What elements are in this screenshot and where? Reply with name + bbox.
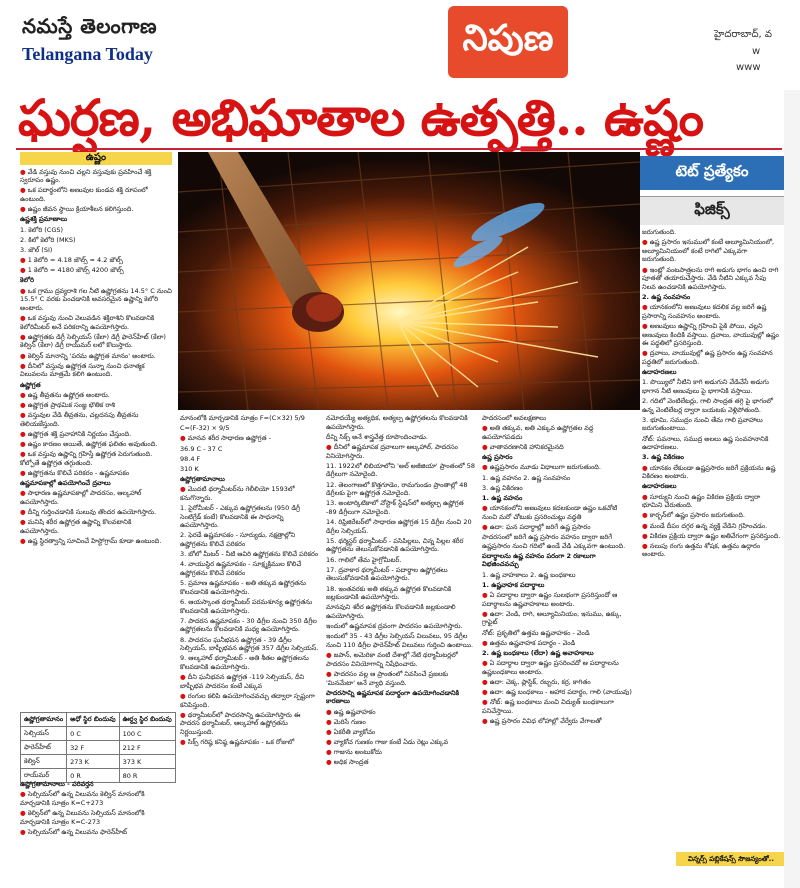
bullet-icon: ● (642, 265, 650, 274)
bullet-icon: ● (20, 450, 28, 459)
text-line: ● ఉష్ణం జీవన స్థాయి క్రియాశీలన కలిగిస్తుంది. (20, 205, 134, 214)
bullet-icon: ● (642, 492, 650, 501)
bullet-icon: ● (482, 591, 490, 599)
table-cell: కెల్విన్ (21, 755, 67, 769)
table-header-cell: ఉష్ణోగ్రతామానం (21, 713, 67, 727)
table-cell: సెల్సియస్ (21, 727, 67, 741)
column-4-text (482, 414, 632, 726)
temperature-scale-table-wrap (20, 712, 178, 783)
text-line: ● కెల్విన్‌లో ఉన్న విలువను సెల్సియస్ మానంలోకి మార్చడానికి సూత్రం K=C-273 (20, 808, 145, 826)
text-line: ● పాదరసం వల్ల ఆ ప్రాంతంలో నివసించే ప్రజలకు 'మినమేటా' అనే వ్యాధి వస్తుంది. (326, 669, 449, 687)
bullet-icon: ● (20, 286, 28, 295)
sparks-illustration (178, 152, 640, 410)
text-line: 1. పైరోమీటర్ - ఎక్కువ ఉష్ణోగ్రతలను (950 డిగ్రీ సెంటిగ్రేడ్ కంటే) కొలవడానికి ఈ సాధనాన్ని ఉపయోగిస్తారు. (180, 504, 300, 530)
text-line: ● సూర్యుని నుంచి ఉష్ణం వికిరణ ప్రక్రియ ద్వారా భూమిని చేరుతుంది. (642, 492, 761, 510)
table-row (21, 727, 176, 741)
logo-text: నిపుణ (462, 16, 554, 59)
text-line: 4. వాయుస్థిర ఉష్ణమాపకం - సూక్ష్మక్రిముల కొలిచే ఉష్ణోగ్రతను కొలిచే పరికరం (180, 560, 302, 578)
text-line: ● ఏ పదార్థాల ద్వారా ఉష్ణం సులభంగా ప్రసరిస్తుందో ఆ పదార్థాలను ఉష్ణవాహకాలు అంటారు. (482, 591, 618, 608)
column-4 (482, 414, 632, 884)
text-line: ● సిక్స్ గరిష్ఠ కనిష్ఠ ఉష్ణమాపకం - ఒక రోజులో (180, 738, 295, 747)
bullet-icon: ● (482, 504, 490, 513)
table-header-row (21, 713, 176, 727)
subheading: 1. ఉష్ణ వహనం (482, 493, 523, 502)
text-line: 98.4 F (180, 454, 201, 463)
text-line: ● యానకంలోని అణువులు కదలకుండా ఉష్ణం ఒకచోటి నుంచి మరో చోటుకు ప్రసరించుట్లు వద్ధతి (482, 504, 618, 521)
section-title: ఉష్ణం (20, 152, 172, 165)
text-line: 17. ద్రవాకార థర్మామీటర్ - పదార్థాల ఉష్ణోగ్రతలు తెలుసుకోవడానికి ఉపయోగిస్తారు. (326, 565, 448, 583)
publisher-credit: విన్నర్స్ పబ్లికేషన్స్ సౌజన్యంతో.. (676, 852, 786, 866)
text-line: మానవుని శరీర ఉష్ణోగ్రతను కొలవడానికి జల్లకుండాలి ఉపయోగిస్తారు. (326, 603, 456, 620)
bullet-icon: ● (482, 698, 490, 707)
subheading: కెలోరి (20, 276, 34, 285)
text-line: ఇందులో 35 - 43 డిగ్రీల సెల్సియస్ విలువలు, 95 డిగ్రీల నుంచి 110 డిగ్రీల ఫారెన్‌హీట్ విలువలు గుర్తించి ఉంటాయి. (326, 632, 474, 649)
column-5-text (642, 228, 782, 559)
text-line: ● ఉష్ణోగ్రత ప్రాథమిక సంజ్ఞ భౌతిక రాశి (20, 400, 115, 409)
column-1 (20, 152, 172, 712)
table-cell: ఫారెన్‌హీట్ (21, 741, 67, 755)
text-line: ● సెల్సియస్‌లో ఉన్న విలువను ఫారెన్‌హీట్ (20, 827, 127, 836)
bullet-icon: ● (482, 442, 490, 451)
table-cell: 32 F (67, 741, 119, 755)
text-line: ● జపాన్, అమెరికా వంటి దేశాల్లో నేటి థర్మామీటర్లలో పాదరసం వినియోగాన్ని నిషేధించారు. (326, 651, 458, 668)
tet-special-banner: టెట్ ప్రత్యేకం (640, 156, 784, 190)
bullet-icon: ● (20, 167, 28, 176)
text-line: ● వాతావరణానికి హానికరమైనది (482, 442, 564, 451)
text-line: ● ఉదా: చెక్క, ప్లాస్టిక్, రబ్బరు, కర్ర, కాగితం (482, 677, 591, 686)
temperature-scale-table (20, 712, 176, 783)
text-line: 7. పాదరస ఉష్ణమాపకం - 30 డిగ్రీల నుంచి 350 డిగ్రీల ఉష్ణోగ్రతలను కొలవడానికి మధ్య ఉపయోగిస్తారు. (180, 616, 317, 634)
text-line: ● ఉష్ణం కారణం అయితే, ఉష్ణోగ్రత ఫలితం అవుతుంది. (20, 440, 158, 449)
text-line: 14. రిఫ్రిజిరేటర్‌లో సాధారణ ఉష్ణోగ్రత 15 డిగ్రీల నుంచి 20 డిగ్రీల సెల్సియస్. (326, 518, 472, 535)
bullet-icon: ● (482, 424, 490, 433)
text-line: ● 1 కెలోరి = 4.18 జౌల్స్ ≈ 4.2 జౌల్స్ (20, 256, 123, 265)
text-line: ● ఉష్ణప్రసారం మూడు విధాలుగా జరుగుతుంది. (482, 463, 601, 472)
text-line: ● మండే దీపం దగ్గర ఉన్న వ్యక్తి వేడిని గ్రహించడం. (642, 521, 768, 530)
text-line: ● మొదటి థర్మామీటర్‌ను గెలీలియో 1593లో కనుగొన్నారు. (180, 485, 295, 502)
text-line: 11. 1922లో లిబియాలోని 'అల్ అజీజియా' ప్రాంతంలో 58 డిగ్రీలుగా నమోదైంది. (326, 461, 476, 479)
subheading: 2. ఉష్ణ బంధకాలు (లేదా) ఉష్ణ అవాహకాలు (482, 648, 594, 657)
subheading: ఉష్ణోగ్రత (20, 380, 41, 389)
bullet-icon: ● (180, 691, 188, 700)
text-line: ● నోట్: ఉష్ణ బంధకాలు మంచి విద్యుత్ బంధకాలుగా పనిచేస్తాయి. (482, 698, 614, 715)
column-2-text (180, 414, 320, 747)
subheading: 1. ఉష్ణవాహక పదార్థాలు (482, 580, 545, 589)
bullet-icon: ● (642, 541, 650, 550)
text-line: ● ఉష్ణోగ్రతకు డిగ్రీ సెల్సియస్ (కేలా) డిగ్రీ ఫారెన్‌హీట్ (కేలా) కెల్విన్ (కేలా) డిగ్రీ రాయ్‌మర్ లలో కొలుస్తారు. (20, 332, 166, 350)
text-line: ఇందులో ఉష్ణమాపక ద్రవంగా పాదరసం ఉపయోగిస్తారు. (326, 622, 463, 631)
nipuna-logo (448, 6, 568, 78)
table-header-cell: ఊర్ధ్వ స్థిర బిందువు (119, 713, 175, 727)
table-cell: 373 K (119, 755, 175, 769)
text-line: ● ఏ పదార్థాల ద్వారా ఉష్ణం ప్రసరించదో ఆ పదార్థాలను ఉష్ణబంధకాలు అంటారు. (482, 659, 619, 676)
text-line: ● కెల్విన్ మానాన్ని 'పరమ ఉష్ణోగ్రత మానం' అంటారు. (20, 351, 156, 360)
text-line: ● మెరిసే గుణం (326, 717, 366, 726)
table-cell: 100 C (119, 727, 175, 741)
text-line: ● ఉదా: ఉష్ణ బంధకాలు - ఆహార పదార్థం, గాలి (వాయువు) (482, 688, 632, 697)
text-line: 12. తెలంగాణలో కొత్తగూడెం, రామగుండం ప్రాంతాల్లో 48 డిగ్రీలకు పైగా ఉష్ణోగ్రత నమోదైంది. (326, 480, 468, 498)
text-line: ● దీని ఘనీభవన ఉష్ణోగ్రత -119 సెల్సియస్, దీని బాష్పీభవ పాదరసం కంటే ఎక్కువ (180, 673, 305, 690)
text-line: ● అధిక సాంద్రత (326, 758, 369, 767)
bullet-icon: ● (642, 238, 650, 247)
bullet-icon: ● (326, 707, 334, 716)
bullet-icon: ● (20, 489, 28, 498)
text-line: 16. గాలిలో తేమ హైగ్రోమీటర్. (326, 555, 402, 564)
subject-physics: ఫిజిక్స్ (640, 196, 784, 225)
text-line: ● ఉష్ణ స్థిరత్వాన్ని సూచించే హిస్టోగ్రామ్ కూడా ఉంటుంది. (20, 537, 162, 546)
text-line: 9. ఆల్కహాల్ థర్మామీటర్ - అతి శీతల ఉష్ణోగ్రతలను కొలవడానికి ఉపయోగిస్తారు. (180, 654, 309, 671)
bullet-icon: ● (180, 673, 188, 682)
bullet-icon: ● (20, 537, 28, 546)
table-header-cell: అధో స్థిర బిందువు (67, 713, 119, 727)
text-line: ● యానకం లేకుండా ఉష్ణప్రసారం జరిగే ప్రక్రియను ఉష్ణ వికిరణం అంటారు. (642, 463, 776, 481)
text-line: ● 1 కెలోరి = 4180 జౌల్స్ 4200 జౌల్స్ (20, 266, 124, 275)
text-line: ● ఉదా: ఘన పదార్థాల్లో జరిగే ఉష్ణ ప్రసారం (482, 522, 591, 531)
table-cell: రాయ్‌మర్ (21, 769, 67, 783)
text-line: 1. ఉష్ణ వహనం 2. ఉష్ణ సంవహనం (482, 473, 571, 482)
bullet-icon: ● (20, 361, 28, 370)
adjacent-page-strip (784, 90, 800, 888)
text-line: 1. కెలోరి (CGS) (20, 225, 64, 234)
text-line: 2. గదిలో వెంటిలేటర్లు, గాలి సాంద్రత తగ్గి పై భాగంలో ఉన్న వెంటిలేటర్ల ద్వారా బయటకు వెళ్లిపోతుంది. (642, 397, 773, 414)
text-line: ● కార్బన్‌లో ఉష్ణం ప్రసారం జరుగుతుంది. (642, 511, 745, 520)
subheading: ఉష్ణోగ్రతామానాలు (180, 475, 225, 484)
table-cell: 0 C (67, 727, 119, 741)
text-line: నోట్: పవనాలు, సముద్ర అలలు ఉష్ణ సంవహనానికి ఉదాహరణలు. (642, 434, 769, 452)
text-line: ● వస్తువుల వేడి తీవ్రతను, చల్లదనపు తీవ్రతను తెలియజేస్తుంది. (20, 411, 139, 428)
text-line: నోట్: ప్రకృతిలో ఉత్తమ ఉష్ణవాహకం - వెండి (482, 628, 590, 637)
friction-sparks-photo (178, 152, 640, 410)
subheading: ఉష్ణోగ్రతామానాలు - పరివర్తన (20, 780, 94, 788)
text-line: ● థర్మామీటర్‌లో పాదరసాన్ని ఉపయోగిస్తారు ఈ పాదరస థర్మామీటర్, ఆల్కహాల్ ఉష్ణోగ్రతను నిర్ణయిస్తుంది. (180, 710, 301, 736)
bullet-icon: ● (326, 758, 334, 767)
column-3-text (326, 414, 476, 767)
bullet-icon: ● (20, 205, 28, 214)
subheading: ఉష్ణమాపకాల్లో ఉపయోగించే ద్రవాలు (20, 479, 111, 488)
text-line: 5. ప్రమాణ ఉష్ణమాపకం - అతి తక్కువ ఉష్ణోగ్రతను కొలవడానికి ఉపయోగిస్తారు. (180, 579, 306, 596)
place-line: హైదరాబాద్, వ (714, 29, 773, 40)
column-3 (326, 414, 476, 884)
bullet-icon: ● (642, 511, 650, 520)
column-5 (642, 228, 782, 848)
bullet-icon: ● (642, 463, 650, 472)
text-line: 310 K (180, 464, 199, 473)
bullet-icon: ● (642, 349, 650, 358)
bullet-icon: ● (482, 717, 490, 726)
text-line: 3. భూమి, సముద్రం నుంచి తేమ గాలి ప్రవాహాలు జరుగుతుంటాయి. (642, 415, 763, 433)
text-line: ● ద్రవాలు, వాయువుల్లో ఉష్ణ ప్రసారం ఉష్ణ సంవహన పద్ధతిలో జరుగుతుంది. (642, 349, 773, 366)
text-line: ● మానవ శరీర సాధారణ ఉష్ణోగ్రత - (180, 434, 271, 443)
page-headline: ఘర్షణ, అభిఘాతాల ఉత్పత్తి.. ఉష్ణం (18, 88, 703, 147)
text-line: ● ఒక వస్తువు ఉష్ణాన్ని గ్రహిస్తే ఉష్ణోగ్రత పెరుగుతుంది. కోల్పోతే ఉష్ణోగ్రత తగ్గుతుంది. (20, 450, 153, 467)
table-cell: 273 K (67, 755, 119, 769)
text-line: ● ఒక పదార్థంలోని అణువుల కుండవ శక్తి రూపంలో ఉంటుంది. (20, 186, 148, 203)
bullet-icon: ● (482, 609, 490, 618)
bullet-icon: ● (326, 748, 334, 757)
text-line: 3. ఉష్ణ వికిరణం (482, 483, 523, 492)
bullet-icon: ● (482, 659, 490, 668)
bullet-icon: ● (20, 808, 28, 817)
bullet-icon: ● (20, 790, 28, 799)
bullet-icon: ● (326, 442, 334, 451)
text-line: ● ఉష్ణ ప్రసారం వివిధ లోహాల్లో వేర్వేరు వేగాలతో (482, 717, 602, 726)
text-line: 3. బోలో మీటర్ - నీటి ఆవిరి ఉష్ణోగ్రతను కొలిచే పరికరం (180, 550, 319, 559)
bullet-icon: ● (326, 727, 334, 736)
subheading: 3. ఉష్ణ వికిరణం (642, 453, 684, 462)
text-line: ● ఉత్తమ ఉష్ణవాహక పదార్థం - వెండి (482, 638, 576, 647)
text-line: ● రంగుల కలిపి ఉపయోగించవచ్చు తద్వారా స్పష్టంగా కనిపిస్తుంది. (180, 691, 315, 709)
bullet-icon: ● (20, 429, 28, 438)
text-line: 13. అంటార్కిటికాలో వోస్టాక్ స్టేషన్‌లో అత్యల్ప ఉష్ణోగ్రత -89 డిగ్రీలుగా నమోదైంది. (326, 499, 464, 516)
text-line: ● అణువులు ఉష్ణాన్ని గ్రహించి పైకి పోయి, చల్లని అణువులు కిందికి వస్తాయి. ద్రవాలు, వాయువుల్లో ఉష్ణం ఈ పద్ధతిలో ప్రసరిస్తుంది. (642, 321, 779, 348)
text-line: జరుగుతుంది. (642, 228, 677, 236)
subheading: పాదరసాన్ని ఉష్ణమాపక పదార్థంగా ఉపయోగించడానికి కారణాలు (326, 688, 459, 706)
text-line: ● అతి తక్కువ, అతి ఎక్కువ ఉష్ణోగ్రతల వద్ద ఉపయోగపడదు (482, 424, 594, 441)
brand-telugu: నమస్తే తెలంగాణ (22, 14, 158, 38)
bullet-icon: ● (20, 314, 28, 323)
text-line: ● వేడి వస్తువు నుంచి చల్లని వస్తువుకు ప్రవహించే శక్తి స్వరూపం ఉష్ణం. (20, 167, 152, 185)
brand-english: Telangana Today (22, 44, 153, 64)
column-1-text (20, 168, 172, 546)
bullet-icon: ● (482, 677, 490, 686)
subheading: ఉష్ణ ప్రసారం (482, 453, 513, 462)
bullet-icon: ● (20, 186, 28, 195)
bullet-icon: ● (20, 411, 28, 420)
text-line: ● వికిరణ ప్రక్రియ ద్వారా ఉష్ణం అతివేగంగా ప్రసరిస్తుంది. (642, 531, 781, 540)
text-line: ● ఉష్ణోగ్రత శక్తి ప్రవాహానికి నిర్ణయం చేస్తుంది. (20, 429, 132, 438)
bullet-icon: ● (20, 266, 28, 275)
text-line: 1. పొయ్యిలో నీటిని కాగి అడుగుని వేడిచేసే అడుగు భాగాన నీటి అణువులు పై భాగానికి వస్తాయి. (642, 378, 769, 395)
bullet-icon: ● (482, 522, 490, 531)
subheading: ఉదాహరణలు (642, 482, 677, 491)
bullet-icon: ● (482, 463, 490, 472)
bullet-icon: ● (180, 485, 188, 494)
subheading: ఉదాహరణలు (642, 368, 677, 377)
text-line: ● యానకంలోని అణువులు కదలిక వల్ల జరిగే ఉష్ణ ప్రసారాన్ని సంవహనం అంటారు. (642, 303, 767, 320)
bullet-icon: ● (20, 440, 28, 449)
column-2 (180, 414, 320, 884)
text-line: 6. ఆయస్కాంత థర్మామీటర్ పరమశూన్య ఉష్ణోగ్రతను కొలవడానికి ఉపయోగిస్తారు. (180, 598, 313, 615)
subheading: 2. ఉష్ణ సంవహనం (642, 292, 691, 301)
column-1-lower-text (20, 780, 172, 836)
text-line: ● సాధారణ ఉష్ణమాపకాల్లో పాదరసం, ఆల్కహాల్ ఉపయోగిస్తారు. (20, 489, 142, 507)
bullet-icon: ● (642, 521, 650, 530)
text-line: 2. ఫెరడే ఉష్ణమాపకం - సూర్యుడు, నక్షత్రాల్లోని ఉష్ణోగ్రతను కొలిచే పరికరం (180, 531, 296, 549)
text-line: 3. జౌల్ (SI) (20, 245, 53, 254)
place-line-3: www (736, 62, 761, 73)
table-cell: 0 R (67, 769, 119, 783)
bullet-icon: ● (642, 531, 650, 540)
table-cell: 80 R (119, 769, 175, 783)
text-line: ● గాజును అంటుకోదు (326, 748, 382, 757)
place-line-2: w (752, 46, 761, 57)
text-line: 18. ఇంతవరకు అతి తక్కువ ఉష్ణోగ్రత కొలవడానికి జల్లకుండానికి ఉపయోగిస్తారు. (326, 584, 452, 602)
text-line: ● ఉష్ణ ఉష్ణవాహకం (326, 707, 376, 716)
text-line: ● వ్యాకోచ గుణకం గాజు కంటే ఏడు రెట్లు ఎక్కువ (326, 738, 449, 747)
text-line: ● ఇంట్లో వంటపాత్రలను రాగి అడుగు భాగం ఉంచి రాగి పూతతో తయారుచేస్తారు. వేడి నీటిని ఎక్కువ సేపు నిలవ ఉంచడానికి ఉపయోగిస్తారు. (642, 265, 779, 291)
text-line: ● ఏకరీతి వ్యాకోచం (326, 727, 376, 736)
text-line: ● నలుపు రంగు ఉత్తమ శోషక, ఉత్తమ ఉద్గారం అంటారు. (642, 541, 761, 559)
text-line: ● ఉష్ణోగ్రతను కొలిచే పరికరం - ఉష్ణమాపకం (20, 469, 130, 478)
bullet-icon: ● (180, 738, 188, 747)
column-1-lower (20, 780, 172, 880)
text-line: నమోదయ్యే అత్యధిక, అత్యల్ప ఉష్ణోగ్రతలను కొలవడానికి ఉపయోగిస్తారు. (326, 414, 468, 431)
subheading: పదార్థాలను ఉష్ణ వహనం పరంగా 2 రకాలుగా విభజించవచ్చు (482, 551, 596, 569)
text-line: C=(F-32) × 9/5 (180, 424, 230, 433)
bullet-icon: ● (326, 669, 334, 678)
text-line: 2. కిలో కెలోరి (MKS) (20, 235, 76, 244)
bullet-icon: ● (642, 321, 650, 330)
table-row (21, 755, 176, 769)
text-line: 1. ఉష్ణ వాహకాలు 2. ఉష్ణ బంధకాలు (482, 570, 576, 579)
bullet-icon: ● (20, 508, 28, 517)
text-line: ● మనిషి శరీర ఉష్ణోగ్రత ఉష్ణాన్ని కొలవటానికి ఉపయోగిస్తారు. (20, 518, 132, 535)
bullet-icon: ● (180, 434, 188, 443)
text-line: 15. థర్మిస్టర్ థర్మామీటర్ - పసిపిల్లలు, చిన్న పిల్లల శరీర ఉష్ణోగ్రతను తెలుసుకోవడానికి ఉపయోగిస్తారు. (326, 536, 464, 554)
text-line: ● ఒక గ్రాము ద్రవ్యరాశి గల నీటి ఉష్ణోగ్రతను 14.5° C నుంచి 15.5° C వరకు పెంచడానికి అవసరమైన ఉష్ణాన్ని కెలోరి అంటారు. (20, 286, 172, 312)
text-line: ● దీన్ని గుర్తించడానికి సులువు తొందర ఉపయోగిస్తారు. (20, 508, 157, 517)
text-line: మానంలోకి మార్చడానికి సూత్రం F=(C×32) 5/9 (180, 414, 305, 422)
bullet-icon: ● (20, 351, 28, 360)
table-row (21, 741, 176, 755)
bullet-icon: ● (180, 710, 188, 719)
subheading: ఉష్ణశక్తి ప్రమాణాలు (20, 215, 68, 224)
text-line: పాదరసంలో అవలక్షణాలు (482, 414, 547, 422)
text-line: ● ఉదా: వెండి, రాగి, అల్యూమినియం, ఇనుము, ఉక్కు, గ్రాఫైట్ (482, 609, 622, 627)
bullet-icon: ● (326, 738, 334, 747)
text-line: ● సెల్సియస్‌లో ఉన్న విలువను కెల్విన్ మానంలోకి మార్చడానికి సూత్రం K=C+273 (20, 790, 145, 807)
bullet-icon: ● (20, 827, 28, 836)
bullet-icon: ● (642, 303, 650, 312)
bullet-icon: ● (326, 717, 334, 726)
bullet-icon: ● (20, 390, 28, 399)
bullet-icon: ● (20, 256, 28, 265)
bullet-icon: ● (482, 688, 490, 697)
headline-divider (16, 148, 782, 150)
text-line: ● దీనిలో వస్తువు ఉష్ణోగ్రత సున్నా నుంచి ధనాత్మక విలువలను మాత్రమే కలిగి ఉంటుంది. (20, 361, 145, 379)
bullet-icon: ● (326, 651, 334, 660)
text-line: ● ఉష్ణ ప్రసారం ఇనుములో కంటే అల్యూమినియంలో, అల్యూమినియంలో కంటే రాగిలో ఎక్కువగా జరుగుతుంది. (642, 238, 775, 264)
text-line: దీన్ని సిక్స్ అనే శాస్త్రవేత్త రూపొందించాడు. (326, 432, 428, 441)
bullet-icon: ● (20, 332, 28, 341)
table-cell: 212 F (119, 741, 175, 755)
text-line: ● దీనిలో ఉష్ణమాపక ద్రవాలుగా ఆల్కహాల్, పాదరసం వినియోగిస్తారు. (326, 442, 458, 460)
text-line: ● ఒక వస్తువు నుంచి వెలువడిన శక్తిరాశిని కొలవడానికి కెలోరిమీటర్ అనే పరికరాన్ని ఉపయోగిస్తారు. (20, 314, 155, 331)
bullet-icon: ● (482, 638, 490, 647)
bullet-icon: ● (20, 469, 28, 478)
text-line: ● ఉష్ణ తీవ్రతను ఉష్ణోగ్రత అంటారు. (20, 390, 110, 399)
text-line: పాదరసంలో జరిగే ఉష్ణ ప్రసారం వహనం ద్వారా జరిగే ఉష్ణప్రసారం నుంచి గదిలో ఉండే వేడి ఎక్కువగా ఉంటుంది. (482, 533, 626, 550)
bullet-icon: ● (20, 400, 28, 409)
text-line: 8. పాదరసం ఘనీభవన ఉష్ణోగ్రత - 39 డిగ్రీల సెల్సియస్, బాష్పీభవన ఉష్ణోగ్రత 357 డిగ్రీల సెల్సియస్. (180, 635, 319, 653)
bullet-icon: ● (20, 518, 28, 527)
text-line: 36.9 C - 37 C (180, 444, 223, 453)
